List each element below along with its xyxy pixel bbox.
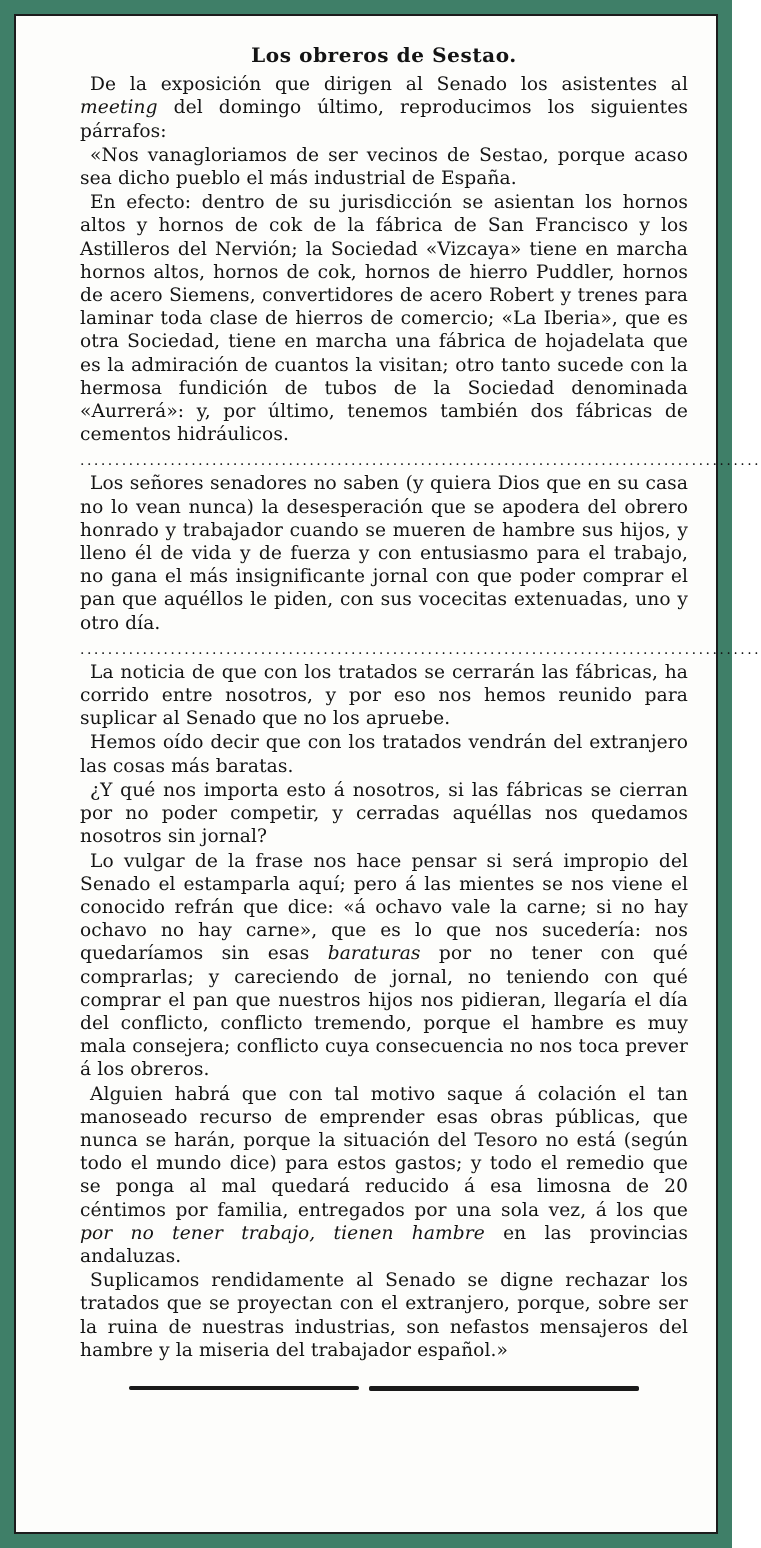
article-title: Los obreros de Sestao.	[251, 43, 517, 67]
article-column	[80, 43, 761, 1391]
paragraph-5: Hemos oído decir que con los tratados vendrán del extranjero las cosas más baratas.	[80, 732, 688, 777]
paragraph-6: ¿Y qué nos importa esto á nosotros, si las fábricas se cierran por no poder competir, y cerradas aquéllas nos quedamos nosotros sin jornal?	[80, 779, 688, 848]
paragraph-2: En efecto: dentro de su jurisdicción se asientan los hornos altos y hornos de cok de la fábrica de San Francisco y los Astilleros del Nervión; la Sociedad «Vizcaya» tiene en marcha hornos altos, hornos de cok, hornos de hierro Puddler, hornos de acero Siemens, convertidores de acero Robert y trenes para laminar toda clase de hierros de comercio; «La Iberia», que es otra Sociedad, tiene en marcha una fábrica de hojadelata que es la admiración de cuantos la visitan; otro tanto sucede con la hermosa fundición de tubos de la Sociedad denominada «Aurrerá»: y, por último, tenemos también dos fábricas de cementos hidráulicos.	[80, 192, 688, 446]
closing-rule	[80, 1386, 688, 1391]
dotted-separator-2: ..................................................................................................	[80, 641, 761, 658]
intro-paragraph: De la exposición que dirigen al Senado los asistentes al meeting del domingo último, reproducimos los siguientes párrafos:	[80, 74, 688, 142]
paragraph-4: La noticia de que con los tratados se cerrarán las fábricas, ha corrido entre nosotros, y por eso nos hemos reunido para suplicar al Senado que no los apruebe.	[80, 661, 688, 730]
dotted-separator-1: ..................................................................................................	[80, 453, 761, 470]
newspaper-clipping	[14, 14, 761, 1534]
paragraph-3: Los señores senadores no saben (y quiera Dios que en su casa no lo vean nunca) la desesperación que se apodera del obrero honrado y trabajador cuando se mueren de hambre sus hijos, y lleno él de vida y de fuerza y con entusiasmo para el trabajo, no gana el más insignificante jornal con que poder comprar el pan que aquéllos le piden, con sus vocecitas extenuadas, uno y otro día.	[80, 473, 688, 634]
paragraph-1: «Nos vanagloriamos de ser vecinos de Sestao, porque acaso sea dicho pueblo el más industrial de España.	[80, 144, 688, 190]
paragraph-8-italic: por no tener trabajo, tienen hambre	[80, 1222, 485, 1244]
paragraph-8: Alguien habrá que con tal motivo saque á colación el tan manoseado recurso de emprender esas obras públicas, que nunca se harán, porque la situación del Tesoro no está (según todo el mundo dice) para estos gastos; y todo el remedio que se ponga al mal quedará reducido á esa limosna de 20 céntimos por familia, entregados por una sola vez, á los que por no tener trabajo, tienen hambre en las provincias andaluzas.	[80, 1083, 689, 1267]
intro-italic: meeting	[80, 97, 158, 119]
paragraph-9: Suplicamos rendidamente al Senado se digne rechazar los tratados que se proyectan con el extranjero, porque, sobre ser la ruina de nuestras industrias, son nefastos mensajeros del hambre y la miseria del trabajador español.»	[80, 1270, 688, 1361]
paragraph-7-italic: baraturas	[327, 943, 421, 965]
paragraph-7: Lo vulgar de la frase nos hace pensar si será impropio del Senado el estamparla aquí; pero á las mientes se nos viene el conocido refrán que dice: «á ochavo vale la carne; si no hay ochavo no hay carne», que es lo que nos sucedería: nos quedaríamos sin esas baraturas por no tener con qué comprarlas; y careciendo de jornal, no teniendo con qué comprar el pan que nuestros hijos nos pidieran, llegaría el día del conflicto, conflicto tremendo, porque el hambre es muy mala consejera; conflicto cuya consecuencia no nos toca prever á los obreros.	[80, 850, 688, 1081]
closing-rule-right	[369, 1386, 639, 1391]
closing-rule-left	[129, 1386, 359, 1390]
